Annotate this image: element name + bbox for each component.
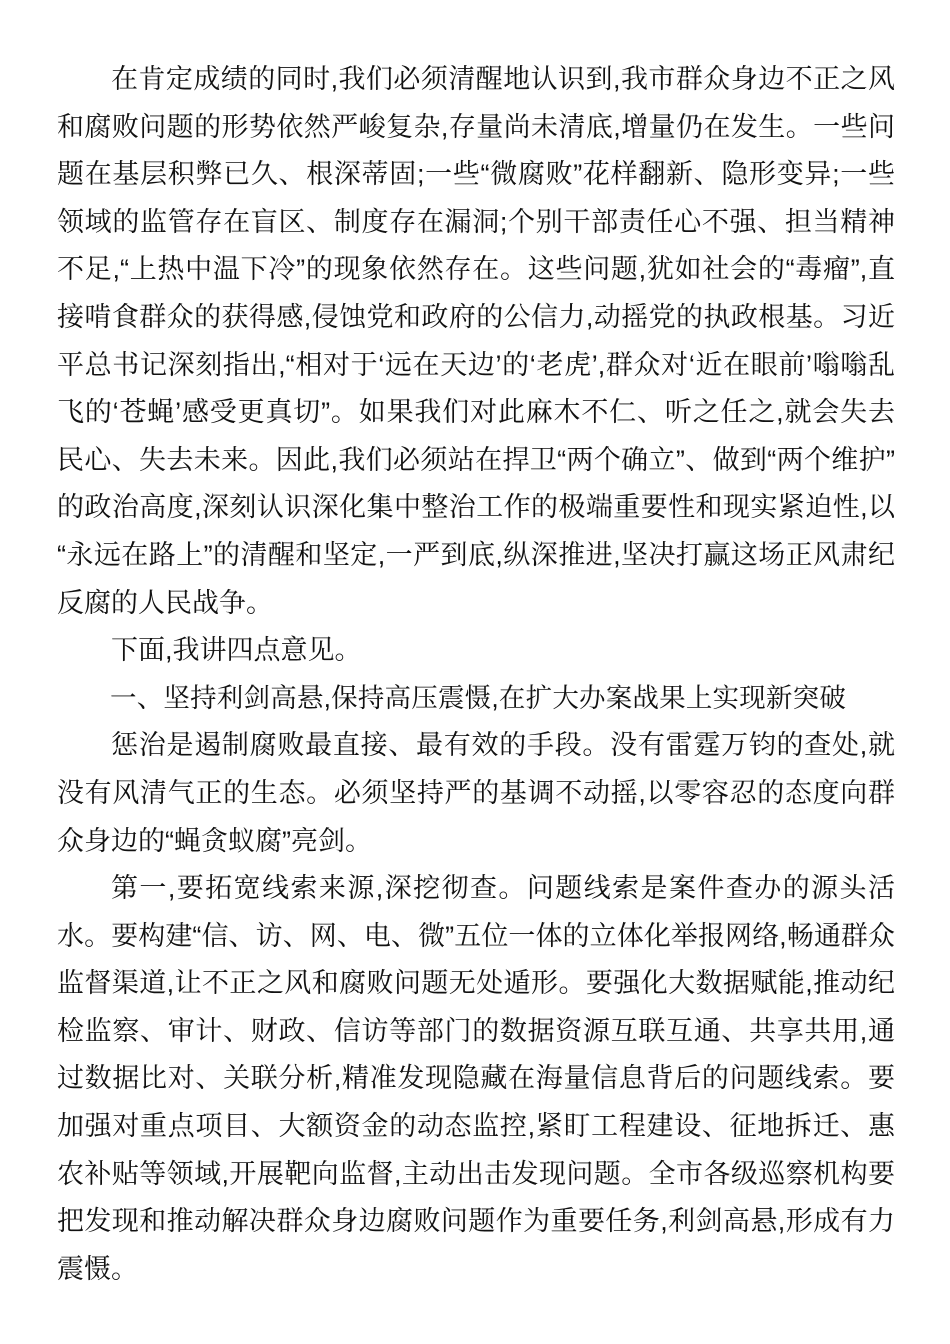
- paragraph-first-broaden-leads: 第一,要拓宽线索来源,深挖彻查。问题线索是案件查办的源头活水。要构建“信、访、网、电、微”五位一体的立体化举报网络,畅通群众监督渠道,让不正之风和腐败问题无处遁形。要强化大数据赋能,推动纪检监察、审计、财政、信访等部门的数据资源互联互通、共享共用,通过数据比对、关联分析,精准发现隐藏在海量信息背后的问题线索。要加强对重点项目、大额资金的动态监控,紧盯工程建设、征地拆迁、惠农补贴等领域,开展靶向监督,主动出击发现问题。全市各级巡察机构要把发现和推动解决群众身边腐败问题作为重要任务,利剑高悬,形成有力震慑。: [57, 873, 895, 1284]
- section-heading-one: 一、坚持利剑高悬,保持高压震慑,在扩大办案战果上实现新突破: [110, 682, 847, 713]
- document-body: [57, 56, 895, 1293]
- paragraph-punishment-deterrence: 惩治是遏制腐败最直接、最有效的手段。没有雷霆万钧的查处,就没有风清气正的生态。必须坚持严的基调不动摇,以零容忍的态度向群众身边的“蝇贪蚁腐”亮剑。: [57, 730, 895, 856]
- paragraph-intro-assessment: 在肯定成绩的同时,我们必须清醒地认识到,我市群众身边不正之风和腐败问题的形势依然严峻复杂,存量尚未清底,增量仍在发生。一些问题在基层积弊已久、根深蒂固;一些“微腐败”花样翻新、隐形变异;一些领域的监管存在盲区、制度存在漏洞;个别干部责任心不强、担当精神不足,“上热中温下冷”的现象依然存在。这些问题,犹如社会的“毒瘤”,直接啃食群众的获得感,侵蚀党和政府的公信力,动摇党的执政根基。习近平总书记深刻指出,“相对于‘远在天边’的‘老虎’,群众对‘近在眼前’嗡嗡乱飞的‘苍蝇’感受更真切”。如果我们对此麻木不仁、听之任之,就会失去民心、失去未来。因此,我们必须站在捍卫“两个确立”、做到“两个维护”的政治高度,深刻认识深化集中整治工作的极端重要性和现实紧迫性,以“永远在路上”的清醒和坚定,一严到底,纵深推进,坚决打赢这场正风肃纪反腐的人民战争。: [57, 64, 895, 618]
- paragraph-four-points-intro: 下面,我讲四点意见。: [111, 635, 362, 666]
